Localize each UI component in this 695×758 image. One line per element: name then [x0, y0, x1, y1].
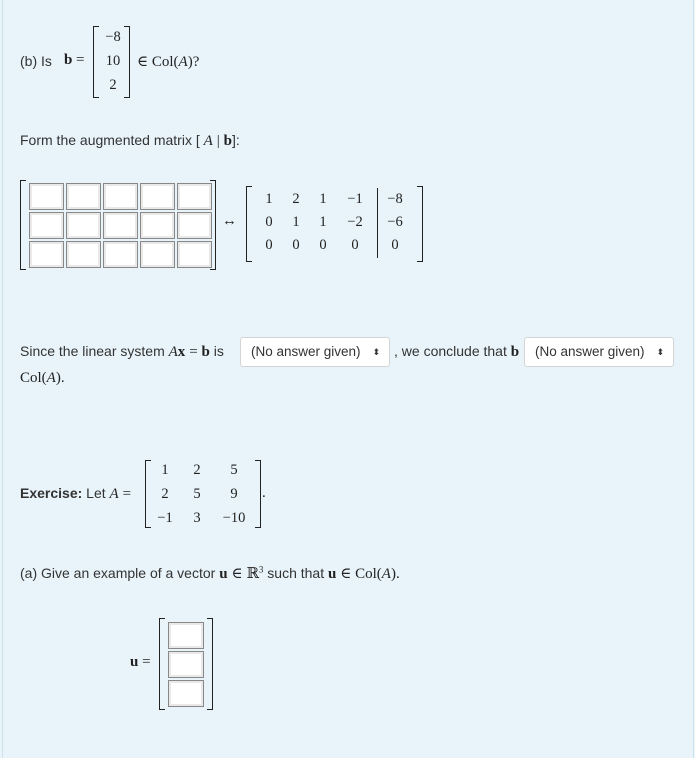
col-a-open: ∈ Col( — [137, 54, 179, 70]
u-eq: = — [142, 654, 151, 670]
augmented-entry-input[interactable] — [140, 212, 175, 239]
augment-prompt-a: A — [203, 133, 213, 149]
rref-entry: 2 — [292, 191, 300, 207]
part-b-vec-name: b — [64, 52, 73, 68]
u-entry-input[interactable] — [168, 680, 204, 707]
rref-entry: −8 — [387, 191, 403, 207]
augmented-entry-input[interactable] — [140, 241, 175, 268]
part-b-eq: = — [76, 52, 85, 68]
augment-prompt-b: b — [223, 133, 232, 149]
line2-end: ). — [55, 370, 65, 386]
exercise-period: . — [262, 485, 266, 501]
augmented-entry-input[interactable] — [29, 183, 64, 210]
rref-entry: −2 — [347, 214, 363, 230]
part-a-prompt — [20, 564, 400, 583]
col-a-var: A — [178, 54, 188, 70]
exercise-matrix-entry: 5 — [193, 486, 201, 502]
membership-select[interactable] — [524, 337, 674, 367]
exercise-title: Exercise: — [20, 485, 83, 501]
u-label — [130, 654, 151, 671]
rref-entry: 1 — [319, 191, 327, 207]
conclusion-mid-text: , we conclude that — [394, 343, 507, 359]
augment-prompt — [20, 132, 240, 150]
part-a-in: ∈ — [231, 566, 243, 582]
exercise-matrix-entry: 2 — [193, 462, 201, 478]
part-b-question-tail — [137, 52, 199, 71]
exercise-matrix-entry: −1 — [157, 510, 173, 526]
augmented-entry-input[interactable] — [103, 241, 138, 268]
col-a-close: )? — [187, 54, 200, 70]
part-a-text: (a) Give an example of a vector — [20, 565, 216, 581]
conclusion-mid — [394, 343, 519, 361]
consistency-select[interactable] — [240, 337, 390, 367]
part-a-u: u — [219, 566, 228, 582]
membership-select-value: (No answer given) — [535, 344, 645, 359]
augmented-entry-input[interactable] — [66, 241, 101, 268]
consistency-select-value: (No answer given) — [251, 344, 361, 359]
part-b-label: (b) Is — [20, 53, 52, 69]
augment-prompt-bar: | — [216, 133, 220, 149]
eq-a: A — [168, 344, 178, 360]
vector-b-entry: 2 — [109, 77, 117, 93]
augmented-entry-input[interactable] — [66, 183, 101, 210]
conclusion-pre: Since the linear system — [20, 343, 165, 359]
part-a-u2: u — [328, 566, 337, 582]
exercise-matrix-entry: 3 — [193, 510, 201, 526]
u-var: u — [130, 654, 139, 670]
exercise-matrix-entry: −10 — [222, 510, 246, 526]
eq-x: x — [177, 344, 186, 360]
row-equivalent-arrow: ↔ — [222, 212, 237, 229]
conclusion-line2 — [20, 370, 65, 387]
part-a-r: ℝ — [246, 566, 259, 582]
augmented-entry-input[interactable] — [29, 212, 64, 239]
vector-b-entry: 10 — [105, 53, 121, 69]
conclusion-b: b — [510, 344, 520, 360]
part-a-exp: 3 — [258, 564, 264, 575]
content-panel — [2, 0, 694, 758]
rref-entry: −1 — [347, 191, 363, 207]
conclusion-is: is — [213, 343, 224, 359]
augmented-entry-input[interactable] — [140, 183, 175, 210]
rref-entry: 0 — [351, 237, 359, 253]
vector-b-entry: −8 — [105, 29, 121, 45]
exercise-eq: = — [122, 486, 132, 502]
augment-prompt-text: Form the augmented matrix [ — [20, 132, 200, 148]
augmented-entry-input[interactable] — [177, 212, 212, 239]
rref-entry: −6 — [387, 214, 403, 230]
part-a-var: A — [381, 566, 391, 582]
line2-var: A — [46, 370, 56, 386]
rref-entry: 1 — [265, 191, 273, 207]
part-a-such: such that — [267, 565, 325, 581]
exercise-let: Let — [86, 485, 106, 501]
eq-op: = — [189, 344, 198, 360]
augmented-entry-input[interactable] — [103, 183, 138, 210]
conclusion-line — [20, 343, 224, 361]
augment-divider — [377, 188, 378, 258]
u-entry-input[interactable] — [168, 651, 204, 678]
augmented-entry-input[interactable] — [177, 183, 212, 210]
part-a-end: ). — [390, 566, 400, 582]
rref-entry: 1 — [319, 214, 327, 230]
augmented-entry-input[interactable] — [177, 241, 212, 268]
rref-entry: 1 — [292, 214, 300, 230]
exercise-matrix-entry: 9 — [230, 486, 238, 502]
select-arrows-icon: ⬍ — [372, 347, 380, 357]
exercise-matrix-entry: 5 — [230, 462, 238, 478]
rref-entry: 0 — [265, 237, 273, 253]
part-a-in2: ∈ Col( — [340, 566, 382, 582]
eq-b: b — [201, 344, 210, 360]
rref-entry: 0 — [319, 237, 327, 253]
exercise-var: A — [109, 486, 119, 502]
augmented-entry-input[interactable] — [66, 212, 101, 239]
exercise-label — [20, 485, 131, 503]
select-arrows-icon: ⬍ — [656, 347, 664, 357]
rref-entry: 0 — [292, 237, 300, 253]
exercise-matrix-entry: 2 — [161, 486, 169, 502]
augmented-entry-input[interactable] — [29, 241, 64, 268]
augmented-entry-input[interactable] — [103, 212, 138, 239]
rref-entry: 0 — [265, 214, 273, 230]
rref-entry: 0 — [391, 237, 399, 253]
u-entry-input[interactable] — [168, 622, 204, 649]
augment-prompt-close: ]: — [231, 132, 240, 148]
line2-col: Col( — [20, 370, 47, 386]
exercise-matrix-entry: 1 — [161, 462, 169, 478]
